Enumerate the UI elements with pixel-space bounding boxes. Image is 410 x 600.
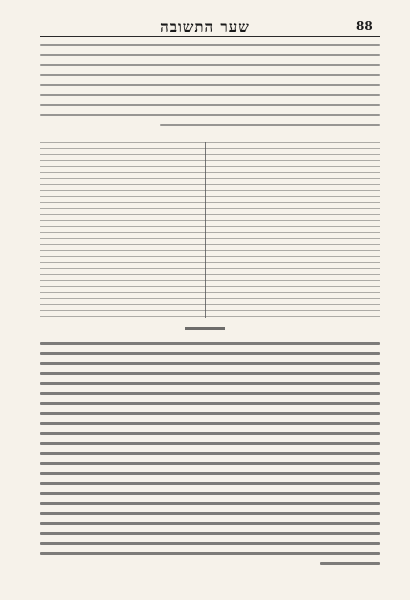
text-line — [40, 522, 380, 525]
text-line — [40, 532, 380, 535]
section-heading — [160, 324, 250, 334]
text-line — [40, 274, 380, 275]
text-line — [40, 166, 380, 167]
text-line — [40, 250, 380, 251]
text-line — [40, 392, 380, 395]
text-line — [40, 238, 380, 239]
text-line — [40, 142, 380, 143]
text-line — [40, 422, 380, 425]
text-line — [40, 382, 380, 385]
text-line — [160, 124, 380, 126]
text-line — [40, 114, 380, 116]
text-line — [40, 214, 380, 215]
text-line — [40, 352, 380, 355]
text-line — [40, 148, 380, 149]
text-line — [40, 462, 380, 465]
page-header-title: שער התשובה — [160, 18, 250, 36]
text-line — [40, 184, 380, 185]
text-line — [40, 472, 380, 475]
text-line — [40, 298, 380, 299]
text-line — [40, 412, 380, 415]
text-line — [40, 202, 380, 203]
text-line — [40, 292, 380, 293]
text-line — [40, 104, 380, 106]
text-line — [40, 84, 380, 86]
text-line — [40, 226, 380, 227]
text-line — [40, 44, 380, 46]
text-line — [40, 402, 380, 405]
text-line — [40, 482, 380, 485]
text-line — [40, 432, 380, 435]
text-line — [40, 492, 380, 495]
text-line — [40, 64, 380, 66]
text-line — [40, 220, 380, 221]
text-line — [40, 342, 380, 345]
text-line — [320, 562, 380, 565]
text-line — [40, 542, 380, 545]
text-line — [40, 208, 380, 209]
text-line — [40, 552, 380, 555]
page-number: 88 — [356, 19, 373, 33]
text-line — [40, 196, 380, 197]
text-line — [40, 310, 380, 311]
header-rule — [40, 36, 380, 37]
text-line — [40, 372, 380, 375]
text-line — [40, 178, 380, 179]
text-line — [40, 280, 380, 281]
text-line — [40, 362, 380, 365]
text-line — [40, 190, 380, 191]
text-line — [40, 268, 380, 269]
text-line — [40, 452, 380, 455]
text-line — [40, 74, 380, 76]
text-line — [40, 256, 380, 257]
text-line — [40, 502, 380, 505]
text-line — [40, 262, 380, 263]
text-line — [40, 512, 380, 515]
text-line — [40, 232, 380, 233]
text-line — [40, 54, 380, 56]
text-line — [40, 442, 380, 445]
text-line — [40, 154, 380, 155]
text-line — [40, 304, 380, 305]
text-line — [40, 316, 380, 317]
text-line — [40, 286, 380, 287]
text-line — [40, 172, 380, 173]
text-line — [40, 244, 380, 245]
text-line — [40, 160, 380, 161]
text-line — [40, 94, 380, 96]
